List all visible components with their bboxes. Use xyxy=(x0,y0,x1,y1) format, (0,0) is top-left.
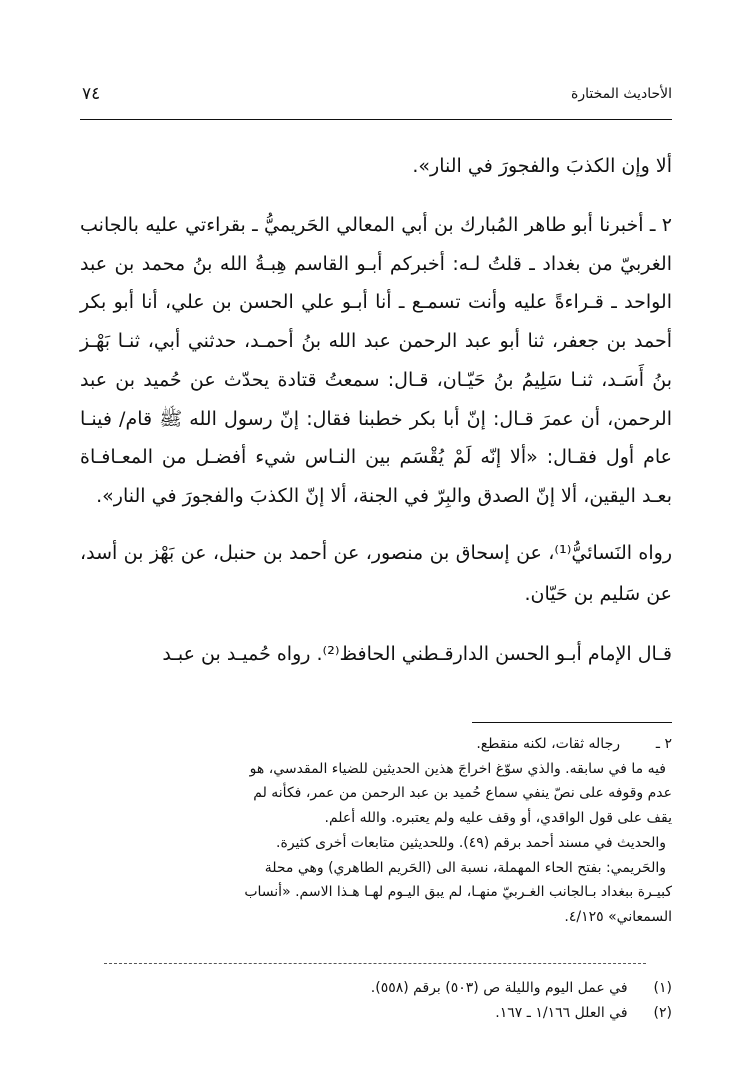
commentary-line: يقف على قول الواقدي، أو وقف عليه ولم يعتبره. والله أعلم. xyxy=(324,810,672,827)
paragraph: ٢ ـ أخبرنا أبو طاهر المُبارك بن أبي المعالي الحَريميُّ ـ بقراءتي عليه بالجانب الغربيّ من بغداد ـ قلتُ لـه: أخبركم أبـو القاسم هِبـةُ الله بنُ محمد بن عبد الواحد ـ قـراءةً عليه وأنت تسمـع ـ أنا أبـو علي الحسن بن علي، أنا أبو بكر أحمد بن جعفر، ثنا أبو عبد الرحمن عبد الله بنُ أحمـد، حدثني أبي، ثنـا بَهْـز بنُ أَسَـد، ثنـا سَلِيمُ بنُ حَيّـان، قـال: سمعتُ قتادة يحدّث عن حُميد بن عبد الرحمن، أن عمرَ قـال: إنّ أبا بكر خطبنا فقال: إنّ رسول الله ﷺ قام/ فينـا عام أول فقـال: «ألا إنّه لَمْ يُقْسَم بين النـاس شيء أفضـل من المعـافـاة بعـد اليقين، ألا إنّ الصدق والبِرّ في الجنة، ألا إنّ الكذبَ والفجورَ في النار». xyxy=(80,214,672,507)
commentary-text: رجاله ثقات، لكنه منقطع. xyxy=(476,736,620,752)
page-header xyxy=(80,84,672,110)
footnote-separator xyxy=(472,722,672,723)
footnote xyxy=(80,1001,672,1026)
commentary-line: والحديث في مسند أحمد برقم (٤٩). وللحديثين متابعات أخرى كثيرة. xyxy=(276,834,666,851)
footnotes xyxy=(80,976,672,1026)
dotted-separator xyxy=(104,963,646,964)
header-rule xyxy=(80,119,672,120)
footnote-text: في العلل ١/١٦٦ ـ ١٦٧. xyxy=(495,1005,628,1021)
paragraph: قـال الإمام أبـو الحسن الدارقـطني الحافظ⁽²⁾. رواه حُميـد بن عبـد xyxy=(162,642,672,665)
footnote-marker: (١) xyxy=(653,980,672,996)
paragraph: ألا وإن الكذبَ والفجورَ في النار». xyxy=(412,155,672,177)
paragraph: رواه النَسائيُّ⁽¹⁾، عن إسحاق بن منصور، عن أحمد بن حنبل، عن بَهْز بن أسد، عن سَليم بن حَيّان. xyxy=(80,541,672,605)
page-number: ٧٤ xyxy=(82,84,101,104)
footnote-text: في عمل اليوم والليلة ص (٥٠٣) برقم (٥٥٨). xyxy=(370,980,628,996)
running-title: الأحاديث المختارة xyxy=(571,86,672,102)
commentary-line: فيه ما في سابقه. والذي سوّغ اخراجَ هذين الحديثين للضياء المقدسي، هو xyxy=(249,760,666,777)
footnote xyxy=(80,976,672,1001)
commentary-line: كبيـرة ببغداد بـالجانب الغـربيّ منهـا، لم يبق اليـوم لهـا هـذا الاسم. «أنساب xyxy=(244,884,672,901)
commentary-line xyxy=(78,732,672,757)
commentary-line: عدم وقوفه على نصّ ينفي سماع حُميد بن عبد الرحمن من عمر، فكأنه لم xyxy=(253,785,672,802)
main-text xyxy=(80,146,672,674)
commentary-line: السمعاني» ٤/١٢٥. xyxy=(564,908,672,925)
commentary-line: والحَريمي: بفتح الحاء المهملة، نسبة الى (الحَريم الطاهري) وهي محلة xyxy=(264,859,666,876)
commentary-block xyxy=(78,732,672,930)
commentary-number: ٢ ـ xyxy=(655,736,672,752)
footnote-marker: (٢) xyxy=(653,1005,672,1021)
